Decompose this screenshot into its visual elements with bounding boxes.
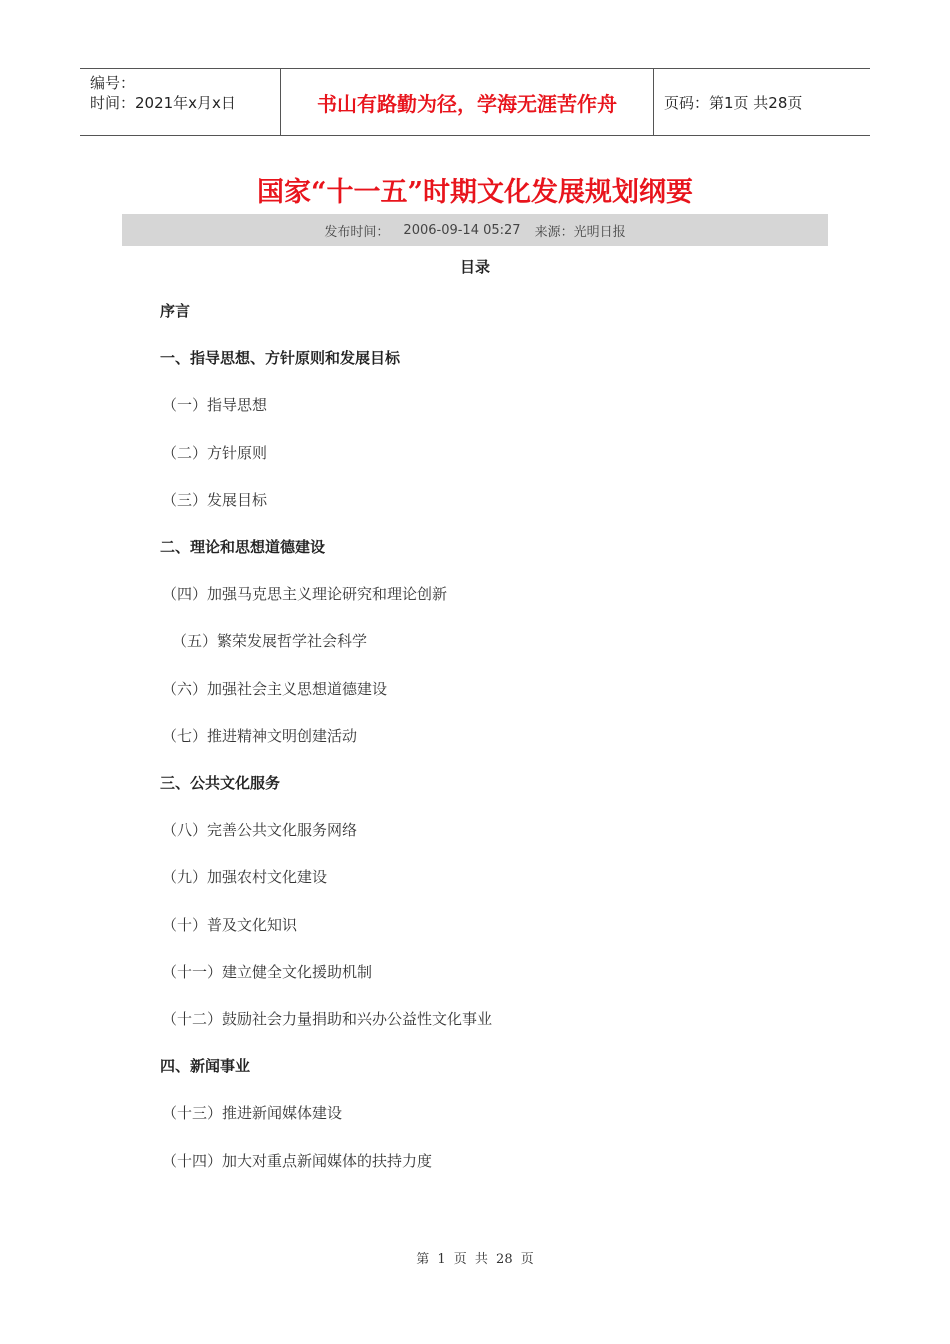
page-header-table: [80, 68, 870, 136]
doc-time-label: 时间：2021年x月x日: [90, 94, 236, 112]
toc-subsection: （四）加强马克思主义理论研究和理论创新: [162, 585, 448, 604]
document-title: 国家“十一五”时期文化发展规划纲要: [256, 177, 694, 208]
header-motto: 书山有路勤为径，学海无涯苦作舟: [281, 69, 654, 135]
header-meta-cell: [80, 69, 281, 135]
toc-subsection: （九）加强农村文化建设: [162, 868, 328, 887]
toc-subsection: （十二）鼓励社会力量捐助和兴办公益性文化事业: [162, 1010, 493, 1028]
publish-info-bar: [122, 214, 828, 246]
toc-subsection: （十三）推进新闻媒体建设: [162, 1104, 343, 1123]
toc-subsection: （五）繁荣发展哲学社会科学: [172, 632, 368, 651]
toc-section: 二、理论和思想道德建设: [160, 538, 326, 556]
toc-section: 一、指导思想、方针原则和发展目标: [160, 349, 401, 368]
header-page-info: 页码：第1页 共28页: [664, 93, 803, 112]
toc-subsection: （十）普及文化知识: [162, 915, 298, 934]
toc-subsection: （十四）加大对重点新闻媒体的扶持力度: [162, 1151, 433, 1170]
toc-section: 四、新闻事业: [160, 1057, 251, 1076]
toc-subsection: （二）方针原则: [162, 443, 268, 462]
publish-time: 2006-09-14 05:27: [403, 222, 521, 238]
doc-number-label: 编号：: [90, 74, 136, 92]
toc-section: 序言: [160, 302, 191, 320]
page-footer: 第 1 页 共 28 页: [416, 1252, 534, 1267]
publish-label: 发布时间：: [324, 224, 390, 240]
publish-source: 来源：光明日报: [534, 224, 626, 240]
toc-subsection: （三）发展目标: [162, 490, 268, 509]
toc-section: 三、公共文化服务: [160, 774, 281, 792]
toc-subsection: （八）完善公共文化服务网络: [162, 821, 358, 840]
toc-heading: 目录: [459, 258, 490, 276]
toc-subsection: （一）指导思想: [162, 396, 268, 415]
toc-subsection: （七）推进精神文明创建活动: [162, 726, 358, 745]
toc-subsection: （十一）建立健全文化援助机制: [162, 962, 373, 981]
toc-subsection: （六）加强社会主义思想道德建设: [162, 679, 388, 698]
